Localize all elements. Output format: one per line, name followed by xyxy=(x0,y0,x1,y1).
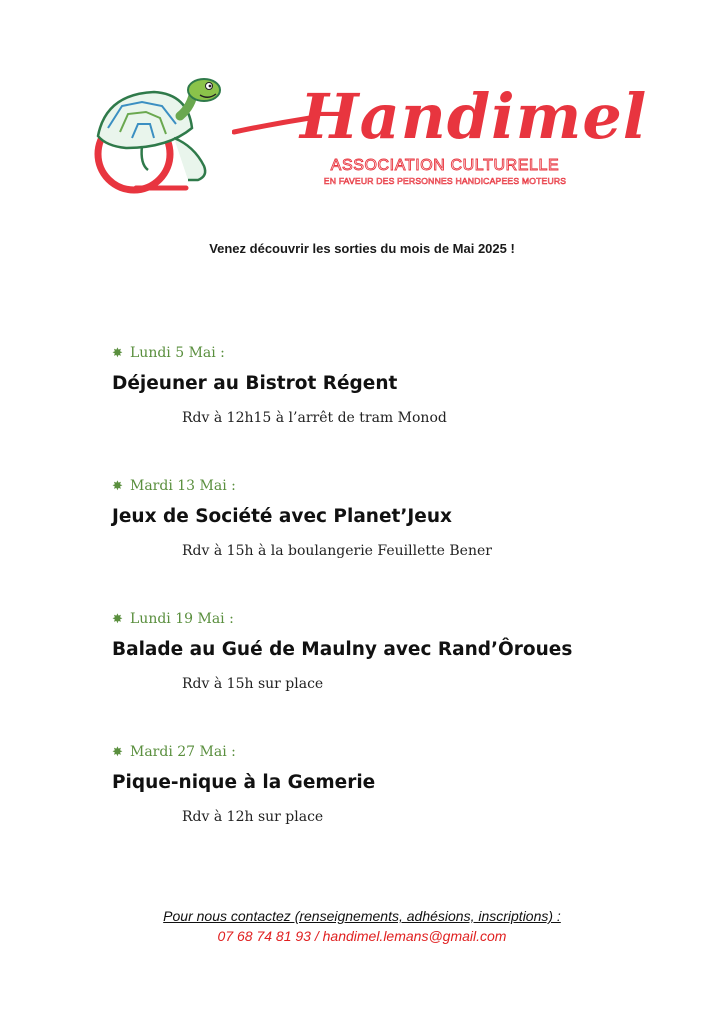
event-date: Mardi 27 Mai : xyxy=(130,744,236,760)
event-list xyxy=(112,336,672,868)
asterisk-bullet-icon: ✸ xyxy=(112,612,123,627)
event-date-row xyxy=(112,609,234,629)
event-title: Pique-nique à la Gemerie xyxy=(112,772,376,793)
event-rdv: Rdv à 12h15 à l’arrêt de tram Monod xyxy=(182,410,447,426)
brand-tagline: EN FAVEUR DES PERSONNES HANDICAPEES MOTEURS xyxy=(323,176,567,186)
event-date: Lundi 19 Mai : xyxy=(130,611,234,627)
event-title: Jeux de Société avec Planet’Jeux xyxy=(112,506,452,527)
event-date-row xyxy=(112,742,236,762)
contact-block xyxy=(0,906,724,946)
event-item xyxy=(112,602,672,735)
event-title: Déjeuner au Bistrot Régent xyxy=(112,373,398,394)
asterisk-bullet-icon: ✸ xyxy=(112,479,123,494)
event-title: Balade au Gué de Maulny avec Rand’Ôroues xyxy=(112,639,573,660)
brand-name: Handimel xyxy=(300,80,648,153)
event-rdv: Rdv à 15h sur place xyxy=(182,676,324,692)
asterisk-bullet-icon: ✸ xyxy=(112,346,123,361)
event-date: Mardi 13 Mai : xyxy=(130,478,236,494)
asterisk-bullet-icon: ✸ xyxy=(112,745,123,760)
event-date-row xyxy=(112,343,225,363)
event-date: Lundi 5 Mai : xyxy=(130,345,225,361)
contact-details[interactable]: 07 68 74 81 93 / handimel.lemans@gmail.com xyxy=(217,928,507,944)
intro-text: Venez découvrir les sorties du mois de Mai 2025 ! xyxy=(209,241,515,256)
header-logo xyxy=(72,72,662,200)
event-rdv: Rdv à 12h sur place xyxy=(182,809,324,825)
turtle-wheelchair-icon xyxy=(76,76,226,194)
event-item xyxy=(112,469,672,602)
event-date-row xyxy=(112,476,236,496)
brand-subtitle: ASSOCIATION CULTURELLE xyxy=(330,157,560,174)
event-item xyxy=(112,735,672,868)
event-item xyxy=(112,336,672,469)
contact-label: Pour nous contactez (renseignements, adhésions, inscriptions) : xyxy=(163,908,561,924)
event-rdv: Rdv à 15h à la boulangerie Feuillette Bener xyxy=(182,543,492,559)
